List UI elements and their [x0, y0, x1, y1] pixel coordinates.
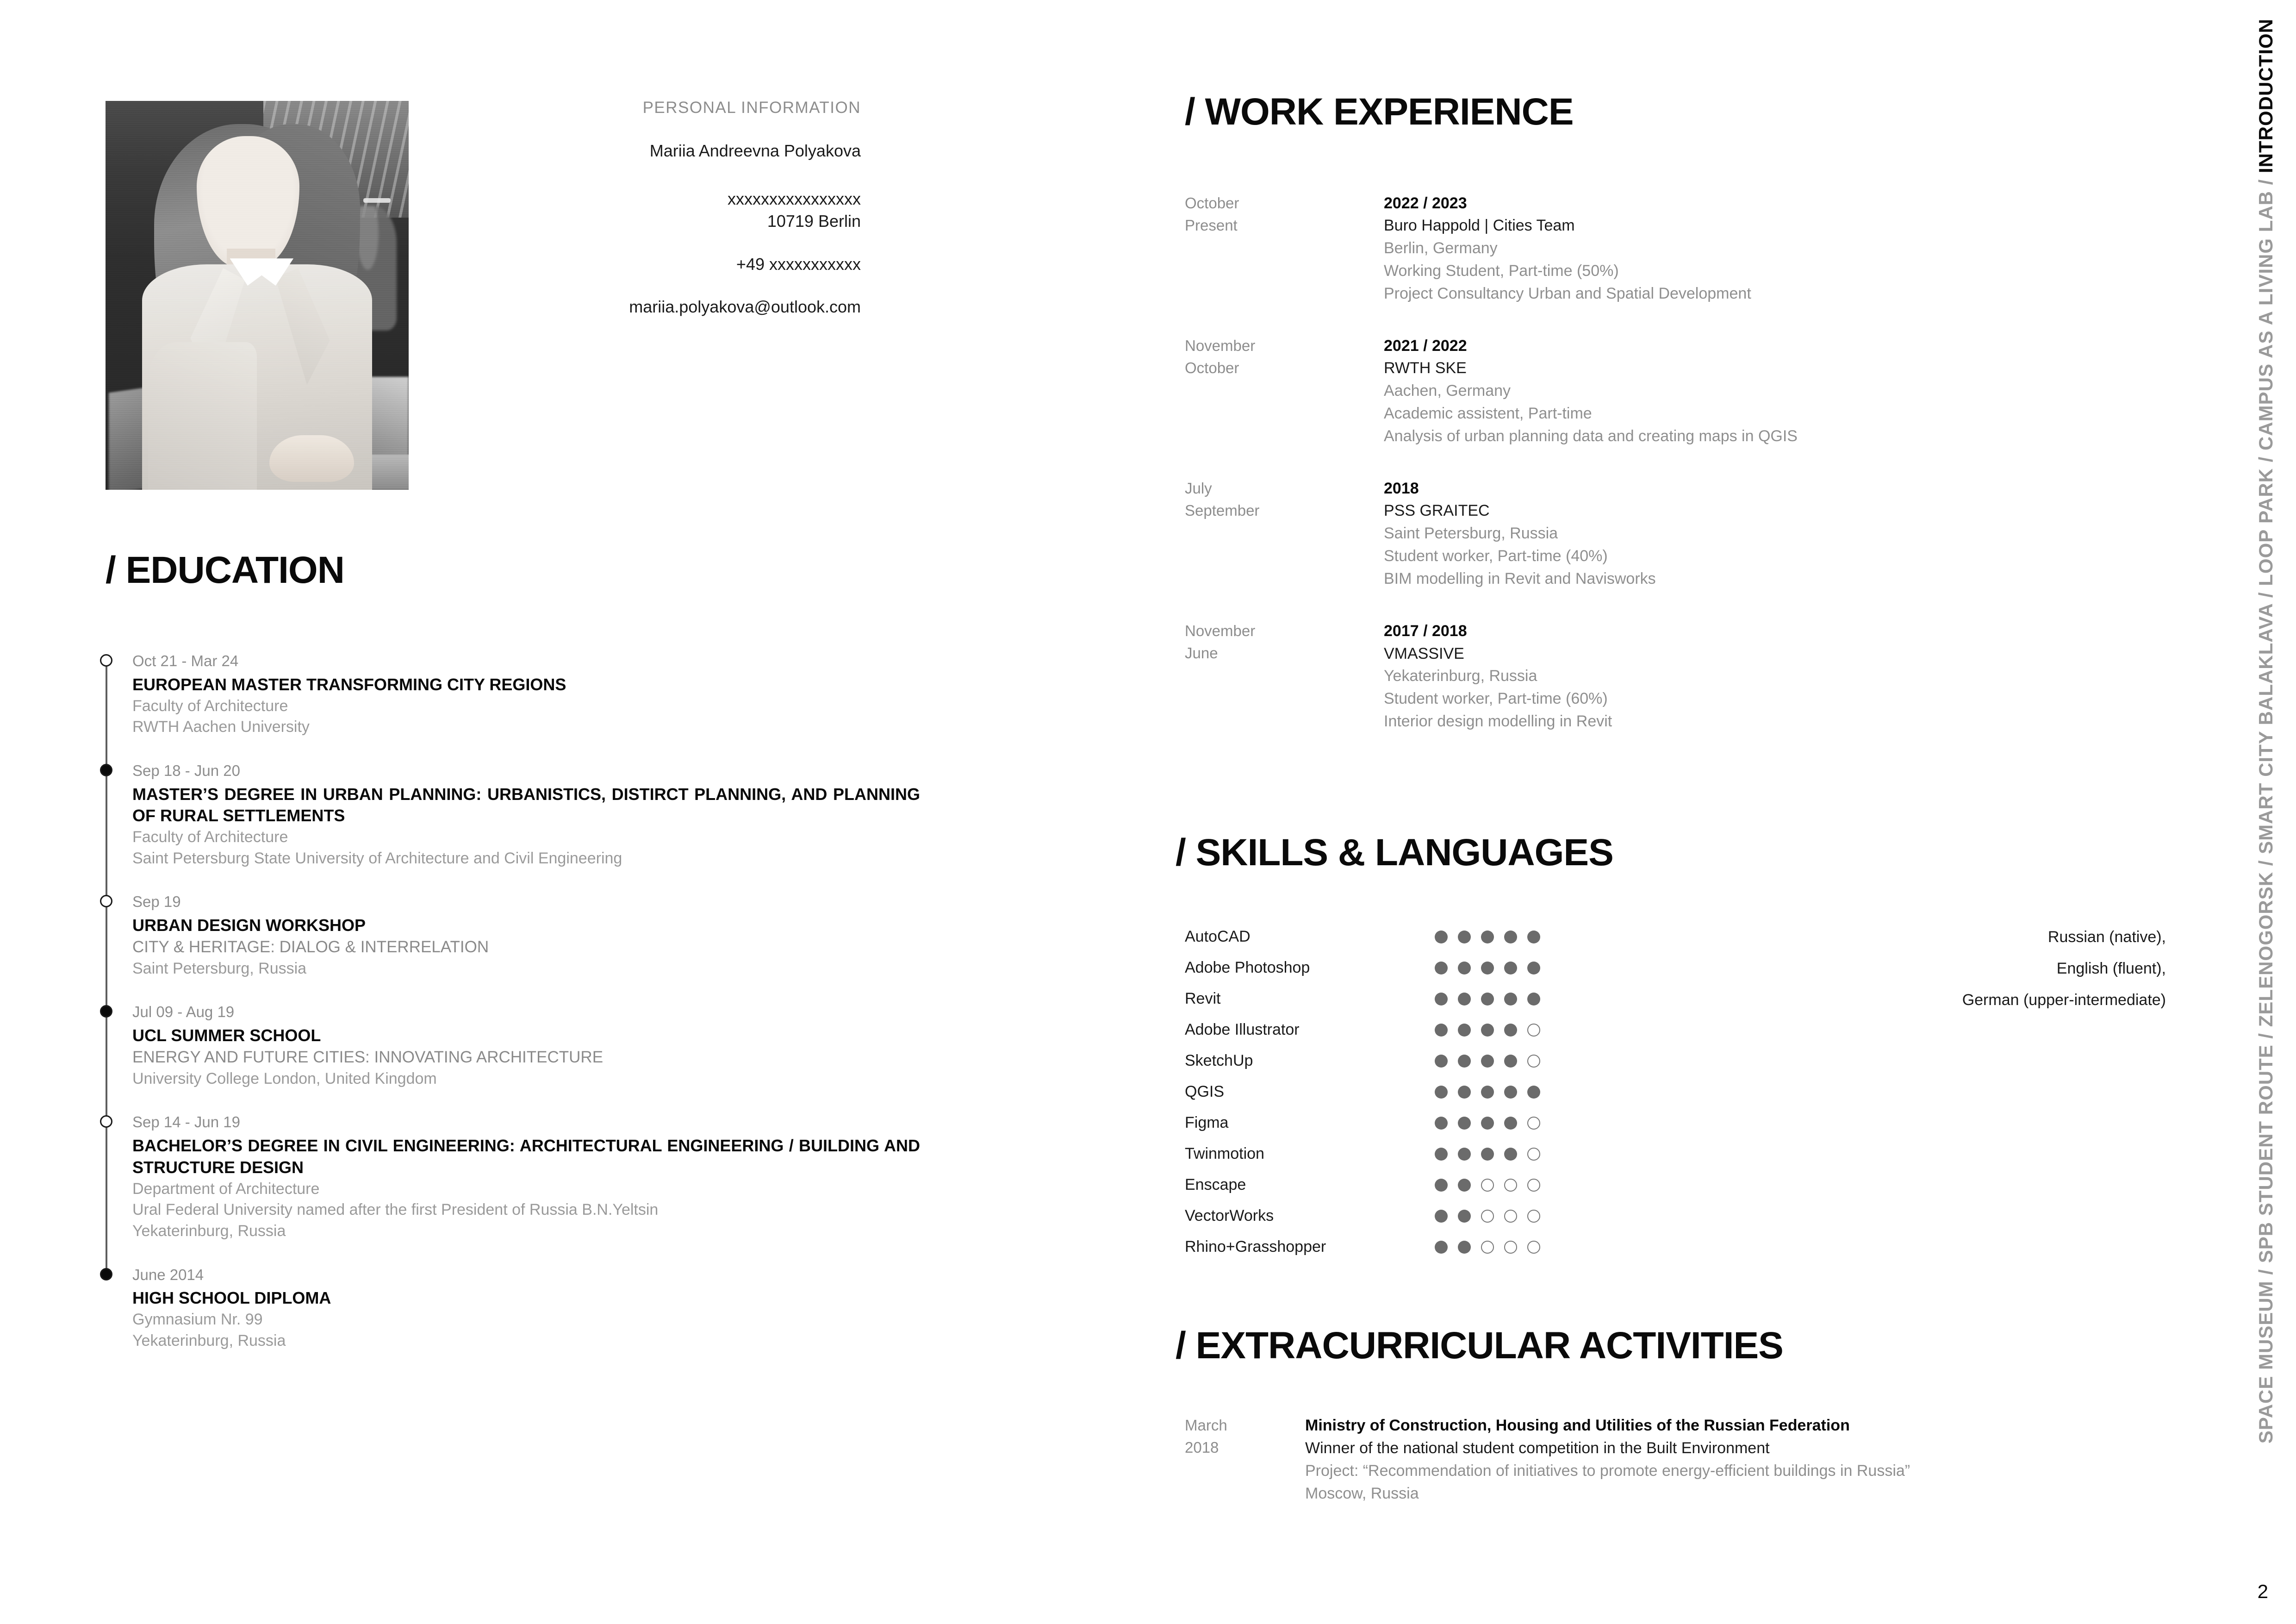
skill-dot-filled-icon	[1458, 1179, 1471, 1192]
skill-dot-filled-icon	[1435, 1148, 1448, 1161]
skill-dot-filled-icon	[1435, 1210, 1448, 1223]
work-location: Yekaterinburg, Russia	[1384, 667, 1537, 685]
skill-dot-filled-icon	[1481, 1086, 1494, 1099]
skill-row	[1185, 983, 1555, 1014]
skill-dot-filled-icon	[1504, 931, 1517, 943]
work-experience-item	[1185, 192, 2110, 305]
email-address[interactable]: mariia.polyakova@outlook.com	[629, 297, 861, 317]
education-date: Oct 21 - Mar 24	[132, 652, 239, 669]
skill-dot-filled-icon	[1527, 931, 1540, 943]
skill-name: VectorWorks	[1185, 1207, 1274, 1224]
education-item	[106, 1112, 920, 1242]
language-item: English (fluent),	[2056, 960, 2166, 977]
skill-dot-filled-icon	[1527, 962, 1540, 974]
work-location: Berlin, Germany	[1384, 239, 1498, 257]
photo-grain-overlay	[106, 101, 409, 490]
skill-level-meter	[1435, 931, 1540, 943]
skill-name: QGIS	[1185, 1083, 1225, 1100]
work-period-end: September	[1185, 501, 1260, 519]
education-list	[106, 650, 920, 1374]
address-line-2: 10719 Berlin	[767, 211, 861, 231]
skill-dot-filled-icon	[1504, 993, 1517, 1006]
extracurricular-location: Moscow, Russia	[1305, 1484, 1419, 1502]
work-role: Academic assistent, Part-time	[1384, 405, 1592, 423]
skill-dot-filled-icon	[1481, 993, 1494, 1006]
education-item	[106, 650, 920, 738]
education-institution: Gymnasium Nr. 99	[132, 1311, 263, 1329]
work-experience-section-title: / WORK EXPERIENCE	[1185, 91, 1574, 133]
skill-dot-filled-icon	[1458, 1241, 1471, 1254]
timeline-marker-hollow-icon	[100, 654, 112, 667]
skill-dot-filled-icon	[1458, 1148, 1471, 1161]
education-institution: RWTH Aachen University	[132, 718, 310, 736]
work-period	[1185, 620, 1338, 664]
skill-dot-filled-icon	[1481, 1117, 1494, 1130]
education-degree: EUROPEAN MASTER TRANSFORMING CITY REGIONS	[132, 675, 566, 694]
skill-name: Adobe Photoshop	[1185, 959, 1310, 976]
skill-dot-filled-icon	[1458, 962, 1471, 974]
skill-row	[1185, 921, 1555, 952]
skill-dot-filled-icon	[1504, 1055, 1517, 1068]
skill-name: Revit	[1185, 990, 1221, 1007]
extracurricular-period	[1185, 1414, 1338, 1458]
work-period	[1185, 477, 1338, 521]
skill-name: Enscape	[1185, 1176, 1246, 1193]
page-number: 2	[2257, 1580, 2268, 1602]
extracurricular-project: Project: “Recommendation of initiatives to promote energy-efficient buildings in Russia”	[1305, 1462, 1910, 1480]
work-role: Student worker, Part-time (60%)	[1384, 690, 1608, 708]
education-degree: URBAN DESIGN WORKSHOP	[132, 916, 366, 935]
extracurricular-month: March	[1185, 1417, 1227, 1434]
work-role: Student worker, Part-time (40%)	[1384, 547, 1608, 565]
skill-dot-filled-icon	[1481, 1024, 1494, 1037]
skill-dot-filled-icon	[1481, 962, 1494, 974]
skill-row	[1185, 1138, 1555, 1169]
work-period-end: June	[1185, 644, 1218, 662]
vertical-index-trail: SPACE MUSEUM / SPB STUDENT ROUTE / ZELENOGORSK / SMART CITY BALAKLAVA / LOOP PARK / CAMPUS AS A LIVING LAB /	[2255, 173, 2277, 1444]
timeline-marker-hollow-icon	[100, 895, 112, 907]
skill-dot-filled-icon	[1481, 931, 1494, 943]
skill-dot-filled-icon	[1458, 1086, 1471, 1099]
education-faculty: Department of Architecture	[132, 1180, 320, 1198]
work-location: Saint Petersburg, Russia	[1384, 525, 1558, 543]
skill-row	[1185, 1045, 1555, 1076]
skill-row	[1185, 1014, 1555, 1045]
work-period-start: November	[1185, 337, 1256, 355]
skill-dot-filled-icon	[1458, 1055, 1471, 1068]
skill-dot-filled-icon	[1435, 1179, 1448, 1192]
education-institution: University College London, United Kingdom	[132, 1069, 437, 1087]
education-location: Yekaterinburg, Russia	[132, 1222, 286, 1240]
work-period-start: October	[1185, 194, 1239, 212]
education-item	[106, 760, 920, 869]
extracurricular-achievement: Winner of the national student competition in the Built Environment	[1305, 1439, 1770, 1457]
skill-dot-filled-icon	[1458, 931, 1471, 943]
skill-dot-empty-icon	[1504, 1210, 1517, 1223]
vertical-index-current: INTRODUCTION	[2255, 19, 2277, 173]
work-period-start: November	[1185, 622, 1256, 640]
education-location: Saint Petersburg, Russia	[132, 959, 307, 977]
skill-level-meter	[1435, 1179, 1540, 1192]
education-degree: MASTER’S DEGREE IN URBAN PLANNING: URBANISTICS, DISTIRCT PLANNING, AND PLANNING OF RURAL SETTLEMENTS	[132, 784, 920, 825]
skills-languages-section-title: / SKILLS & LANGUAGES	[1176, 831, 1613, 874]
skill-name: Rhino+Grasshopper	[1185, 1238, 1326, 1255]
skill-level-meter	[1435, 1024, 1540, 1037]
skill-dot-empty-icon	[1527, 1055, 1540, 1068]
education-date: Sep 14 - Jun 19	[132, 1113, 240, 1131]
education-faculty: Faculty of Architecture	[132, 697, 288, 715]
skill-dot-empty-icon	[1481, 1241, 1494, 1254]
work-task: Project Consultancy Urban and Spatial Development	[1384, 285, 1751, 303]
vertical-section-index	[2245, 19, 2287, 1444]
education-date: Jul 09 - Aug 19	[132, 1003, 235, 1021]
education-institution: Saint Petersburg State University of Architecture and Civil Engineering	[132, 849, 622, 867]
work-period	[1185, 192, 1338, 236]
skill-dot-filled-icon	[1458, 1117, 1471, 1130]
timeline-marker-filled-icon	[100, 764, 112, 776]
skill-dot-filled-icon	[1435, 1086, 1448, 1099]
phone-number: +49 xxxxxxxxxxx	[736, 255, 861, 274]
work-period-end: Present	[1185, 216, 1238, 234]
timeline-marker-filled-icon	[100, 1268, 112, 1280]
skill-dot-filled-icon	[1504, 1117, 1517, 1130]
skill-level-meter	[1435, 1148, 1540, 1161]
skill-level-meter	[1435, 1210, 1540, 1223]
skill-dot-empty-icon	[1504, 1241, 1517, 1254]
skill-dot-empty-icon	[1527, 1241, 1540, 1254]
education-subtitle: CITY & HERITAGE: DIALOG & INTERRELATION	[132, 937, 489, 956]
education-institution: Ural Federal University named after the first President of Russia B.N.Yeltsin	[132, 1201, 659, 1219]
timeline-marker-filled-icon	[100, 1005, 112, 1018]
skill-row	[1185, 952, 1555, 983]
skill-dot-filled-icon	[1527, 993, 1540, 1006]
skill-row	[1185, 1076, 1555, 1107]
work-details	[1384, 620, 2110, 733]
skill-row	[1185, 1231, 1555, 1262]
skill-dot-filled-icon	[1458, 1210, 1471, 1223]
work-task: Analysis of urban planning data and creating maps in QGIS	[1384, 427, 1798, 445]
skill-level-meter	[1435, 1055, 1540, 1068]
skill-dot-filled-icon	[1435, 1117, 1448, 1130]
work-years: 2022 / 2023	[1384, 194, 1467, 212]
work-employer: PSS GRAITEC	[1384, 502, 1490, 520]
work-role: Working Student, Part-time (50%)	[1384, 262, 1619, 280]
personal-information-block	[463, 100, 861, 315]
work-details	[1384, 192, 2110, 305]
skill-dot-filled-icon	[1458, 1024, 1471, 1037]
skill-dot-empty-icon	[1527, 1179, 1540, 1192]
skill-dot-filled-icon	[1435, 1024, 1448, 1037]
skill-dot-filled-icon	[1504, 1086, 1517, 1099]
skill-row	[1185, 1200, 1555, 1231]
vertical-index-text	[2256, 19, 2276, 1443]
work-employer: Buro Happold | Cities Team	[1384, 217, 1575, 235]
skill-dot-filled-icon	[1435, 1055, 1448, 1068]
skill-dot-filled-icon	[1481, 1148, 1494, 1161]
work-employer: VMASSIVE	[1384, 644, 1464, 662]
education-date: June 2014	[132, 1266, 204, 1283]
full-name: Mariia Andreevna Polyakova	[649, 141, 861, 160]
extracurricular-item	[1185, 1414, 2110, 1505]
skill-dot-filled-icon	[1504, 1148, 1517, 1161]
work-period	[1185, 335, 1338, 379]
skill-dot-filled-icon	[1435, 1241, 1448, 1254]
education-degree: UCL SUMMER SCHOOL	[132, 1026, 321, 1045]
work-experience-item	[1185, 477, 2110, 590]
skill-row	[1185, 1169, 1555, 1200]
education-section-title: / EDUCATION	[106, 549, 344, 591]
extracurricular-organization: Ministry of Construction, Housing and Utilities of the Russian Federation	[1305, 1417, 1850, 1434]
skill-dot-empty-icon	[1527, 1148, 1540, 1161]
skill-name: Figma	[1185, 1114, 1229, 1131]
languages-list	[1620, 921, 2166, 1016]
skill-dot-filled-icon	[1435, 993, 1448, 1006]
work-experience-item	[1185, 620, 2110, 733]
work-experience-item	[1185, 335, 2110, 448]
skill-name: AutoCAD	[1185, 928, 1251, 945]
extracurricular-section-title: / EXTRACURRICULAR ACTIVITIES	[1176, 1324, 1783, 1367]
skill-dot-filled-icon	[1435, 962, 1448, 974]
skill-dot-empty-icon	[1481, 1210, 1494, 1223]
skills-list	[1185, 921, 1555, 1262]
skill-level-meter	[1435, 962, 1540, 974]
skill-level-meter	[1435, 993, 1540, 1006]
education-item	[106, 891, 920, 979]
language-item: Russian (native),	[2047, 928, 2166, 946]
extracurricular-details	[1305, 1414, 2110, 1505]
work-task: Interior design modelling in Revit	[1384, 712, 1612, 731]
education-date: Sep 19	[132, 893, 181, 911]
work-employer: RWTH SKE	[1384, 359, 1467, 377]
education-date: Sep 18 - Jun 20	[132, 762, 240, 779]
skill-dot-filled-icon	[1435, 931, 1448, 943]
work-task: BIM modelling in Revit and Navisworks	[1384, 570, 1656, 588]
skill-dot-filled-icon	[1527, 1086, 1540, 1099]
skill-dot-filled-icon	[1504, 962, 1517, 974]
skill-dot-filled-icon	[1458, 993, 1471, 1006]
education-item	[106, 1001, 920, 1089]
skill-dot-empty-icon	[1527, 1024, 1540, 1037]
education-subtitle: ENERGY AND FUTURE CITIES: INNOVATING ARCHITECTURE	[132, 1048, 604, 1067]
language-item: German (upper-intermediate)	[1962, 991, 2166, 1009]
education-degree: BACHELOR’S DEGREE IN CIVIL ENGINEERING: ARCHITECTURAL ENGINEERING / BUILDING AND STRUCTURE DESIGN	[132, 1136, 920, 1177]
work-period-end: October	[1185, 359, 1239, 376]
skill-dot-empty-icon	[1527, 1210, 1540, 1223]
skill-dot-empty-icon	[1504, 1179, 1517, 1192]
education-location: Yekaterinburg, Russia	[132, 1331, 286, 1349]
skill-row	[1185, 1107, 1555, 1138]
address-line-1: xxxxxxxxxxxxxxxx	[728, 189, 861, 208]
skill-level-meter	[1435, 1241, 1540, 1254]
extracurricular-year: 2018	[1185, 1438, 1219, 1456]
skill-level-meter	[1435, 1086, 1540, 1099]
work-details	[1384, 477, 2110, 590]
timeline-marker-hollow-icon	[100, 1115, 112, 1128]
work-years: 2017 / 2018	[1384, 622, 1467, 640]
work-years: 2018	[1384, 480, 1419, 498]
work-details	[1384, 335, 2110, 448]
skill-dot-filled-icon	[1504, 1024, 1517, 1037]
skill-name: SketchUp	[1185, 1052, 1253, 1069]
profile-photo	[106, 101, 409, 490]
work-location: Aachen, Germany	[1384, 382, 1511, 400]
education-faculty: Faculty of Architecture	[132, 828, 288, 846]
skill-level-meter	[1435, 1117, 1540, 1130]
skill-dot-empty-icon	[1527, 1117, 1540, 1130]
personal-information-heading: PERSONAL INFORMATION	[642, 99, 861, 117]
education-item	[106, 1264, 920, 1352]
address-block	[463, 188, 861, 232]
education-degree: HIGH SCHOOL DIPLOMA	[132, 1288, 331, 1308]
skill-dot-empty-icon	[1481, 1179, 1494, 1192]
work-years: 2021 / 2022	[1384, 337, 1467, 355]
skill-dot-filled-icon	[1481, 1055, 1494, 1068]
work-experience-list	[1185, 192, 2110, 762]
work-period-start: July	[1185, 480, 1212, 497]
skill-name: Adobe Illustrator	[1185, 1021, 1300, 1038]
skill-name: Twinmotion	[1185, 1145, 1264, 1162]
